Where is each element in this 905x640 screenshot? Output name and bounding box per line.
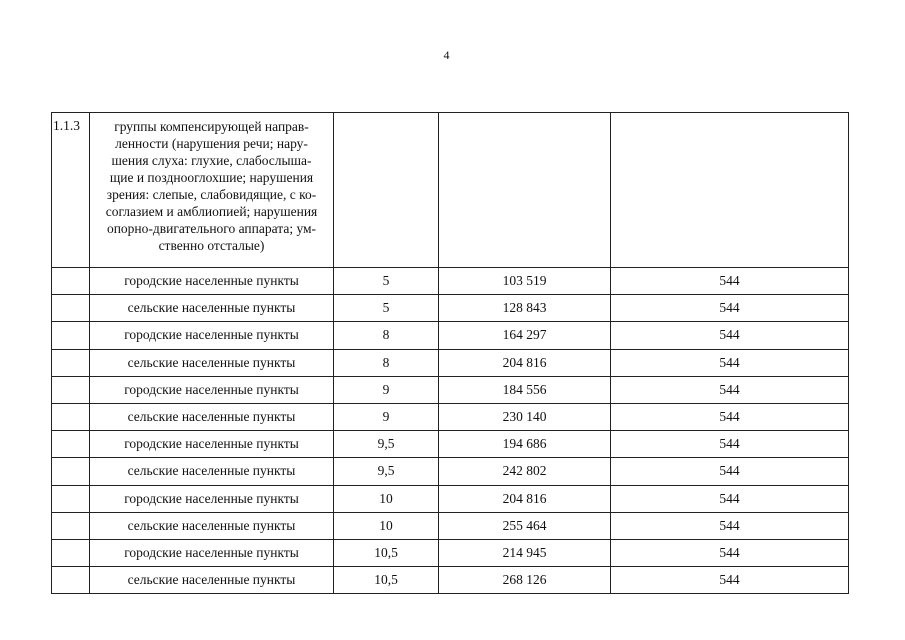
empty-cell bbox=[611, 113, 849, 268]
area-cell: сельские населенные пункты bbox=[90, 295, 334, 322]
cost-cell: 184 556 bbox=[439, 376, 611, 403]
extra-cell: 544 bbox=[611, 431, 849, 458]
extra-cell: 544 bbox=[611, 268, 849, 295]
row-number-cell bbox=[52, 376, 90, 403]
section-description-line: опорно-двигательного аппарата; ум- bbox=[106, 221, 317, 236]
hours-cell: 9,5 bbox=[334, 431, 439, 458]
section-row bbox=[52, 113, 849, 268]
empty-cell bbox=[439, 113, 611, 268]
area-cell: сельские населенные пункты bbox=[90, 349, 334, 376]
page-number: 4 bbox=[443, 48, 450, 62]
hours-cell: 8 bbox=[334, 349, 439, 376]
table-row bbox=[52, 485, 849, 512]
cost-cell: 103 519 bbox=[439, 268, 611, 295]
area-cell: городские населенные пункты bbox=[90, 322, 334, 349]
cost-cell: 194 686 bbox=[439, 431, 611, 458]
row-number-cell bbox=[52, 431, 90, 458]
area-cell: сельские населенные пункты bbox=[90, 458, 334, 485]
area-cell: городские населенные пункты bbox=[90, 485, 334, 512]
row-number-cell bbox=[52, 539, 90, 566]
table-row bbox=[52, 268, 849, 295]
extra-cell: 544 bbox=[611, 403, 849, 430]
table-row bbox=[52, 512, 849, 539]
area-cell: сельские населенные пункты bbox=[90, 403, 334, 430]
section-description-line: ленности (нарушения речи; нару- bbox=[115, 136, 308, 151]
cost-cell: 204 816 bbox=[439, 349, 611, 376]
area-cell: городские населенные пункты bbox=[90, 539, 334, 566]
cost-cell: 268 126 bbox=[439, 567, 611, 594]
table-row bbox=[52, 295, 849, 322]
area-cell: сельские населенные пункты bbox=[90, 567, 334, 594]
cost-cell: 214 945 bbox=[439, 539, 611, 566]
hours-cell: 9 bbox=[334, 403, 439, 430]
cost-cell: 230 140 bbox=[439, 403, 611, 430]
section-number: 1.1.3 bbox=[53, 118, 80, 133]
section-description-line: щие и позднооглохшие; нарушения bbox=[109, 170, 314, 185]
hours-cell: 10,5 bbox=[334, 567, 439, 594]
table-row bbox=[52, 567, 849, 594]
row-number-cell bbox=[52, 322, 90, 349]
section-description-cell bbox=[90, 113, 334, 268]
row-number-cell bbox=[52, 349, 90, 376]
extra-cell: 544 bbox=[611, 322, 849, 349]
area-cell: городские населенные пункты bbox=[90, 268, 334, 295]
section-description-line: группы компенсирующей направ- bbox=[114, 119, 309, 134]
row-number-cell bbox=[52, 485, 90, 512]
cost-cell: 128 843 bbox=[439, 295, 611, 322]
table-row bbox=[52, 431, 849, 458]
hours-cell: 9,5 bbox=[334, 458, 439, 485]
table-row bbox=[52, 349, 849, 376]
extra-cell: 544 bbox=[611, 512, 849, 539]
extra-cell: 544 bbox=[611, 295, 849, 322]
extra-cell: 544 bbox=[611, 458, 849, 485]
section-number-cell bbox=[52, 113, 90, 268]
section-description-line: ственно отсталые) bbox=[158, 238, 265, 253]
table-row bbox=[52, 322, 849, 349]
table-row bbox=[52, 539, 849, 566]
row-number-cell bbox=[52, 458, 90, 485]
table-row bbox=[52, 458, 849, 485]
hours-cell: 10 bbox=[334, 512, 439, 539]
hours-cell: 5 bbox=[334, 295, 439, 322]
empty-cell bbox=[334, 113, 439, 268]
tariff-table bbox=[51, 112, 849, 594]
extra-cell: 544 bbox=[611, 349, 849, 376]
extra-cell: 544 bbox=[611, 485, 849, 512]
section-description-line: зрения: слепые, слабовидящие, с ко- bbox=[106, 187, 317, 202]
row-number-cell bbox=[52, 403, 90, 430]
extra-cell: 544 bbox=[611, 376, 849, 403]
section-description-line: шения слуха: глухие, слабослыша- bbox=[111, 153, 312, 168]
table-row bbox=[52, 376, 849, 403]
row-number-cell bbox=[52, 295, 90, 322]
hours-cell: 10,5 bbox=[334, 539, 439, 566]
cost-cell: 242 802 bbox=[439, 458, 611, 485]
hours-cell: 8 bbox=[334, 322, 439, 349]
table-row bbox=[52, 403, 849, 430]
hours-cell: 5 bbox=[334, 268, 439, 295]
cost-cell: 204 816 bbox=[439, 485, 611, 512]
cost-cell: 255 464 bbox=[439, 512, 611, 539]
hours-cell: 9 bbox=[334, 376, 439, 403]
row-number-cell bbox=[52, 567, 90, 594]
section-description-line: соглазием и амблиопией; нарушения bbox=[105, 204, 318, 219]
row-number-cell bbox=[52, 268, 90, 295]
cost-cell: 164 297 bbox=[439, 322, 611, 349]
area-cell: городские населенные пункты bbox=[90, 376, 334, 403]
row-number-cell bbox=[52, 512, 90, 539]
hours-cell: 10 bbox=[334, 485, 439, 512]
area-cell: городские населенные пункты bbox=[90, 431, 334, 458]
extra-cell: 544 bbox=[611, 567, 849, 594]
area-cell: сельские населенные пункты bbox=[90, 512, 334, 539]
extra-cell: 544 bbox=[611, 539, 849, 566]
